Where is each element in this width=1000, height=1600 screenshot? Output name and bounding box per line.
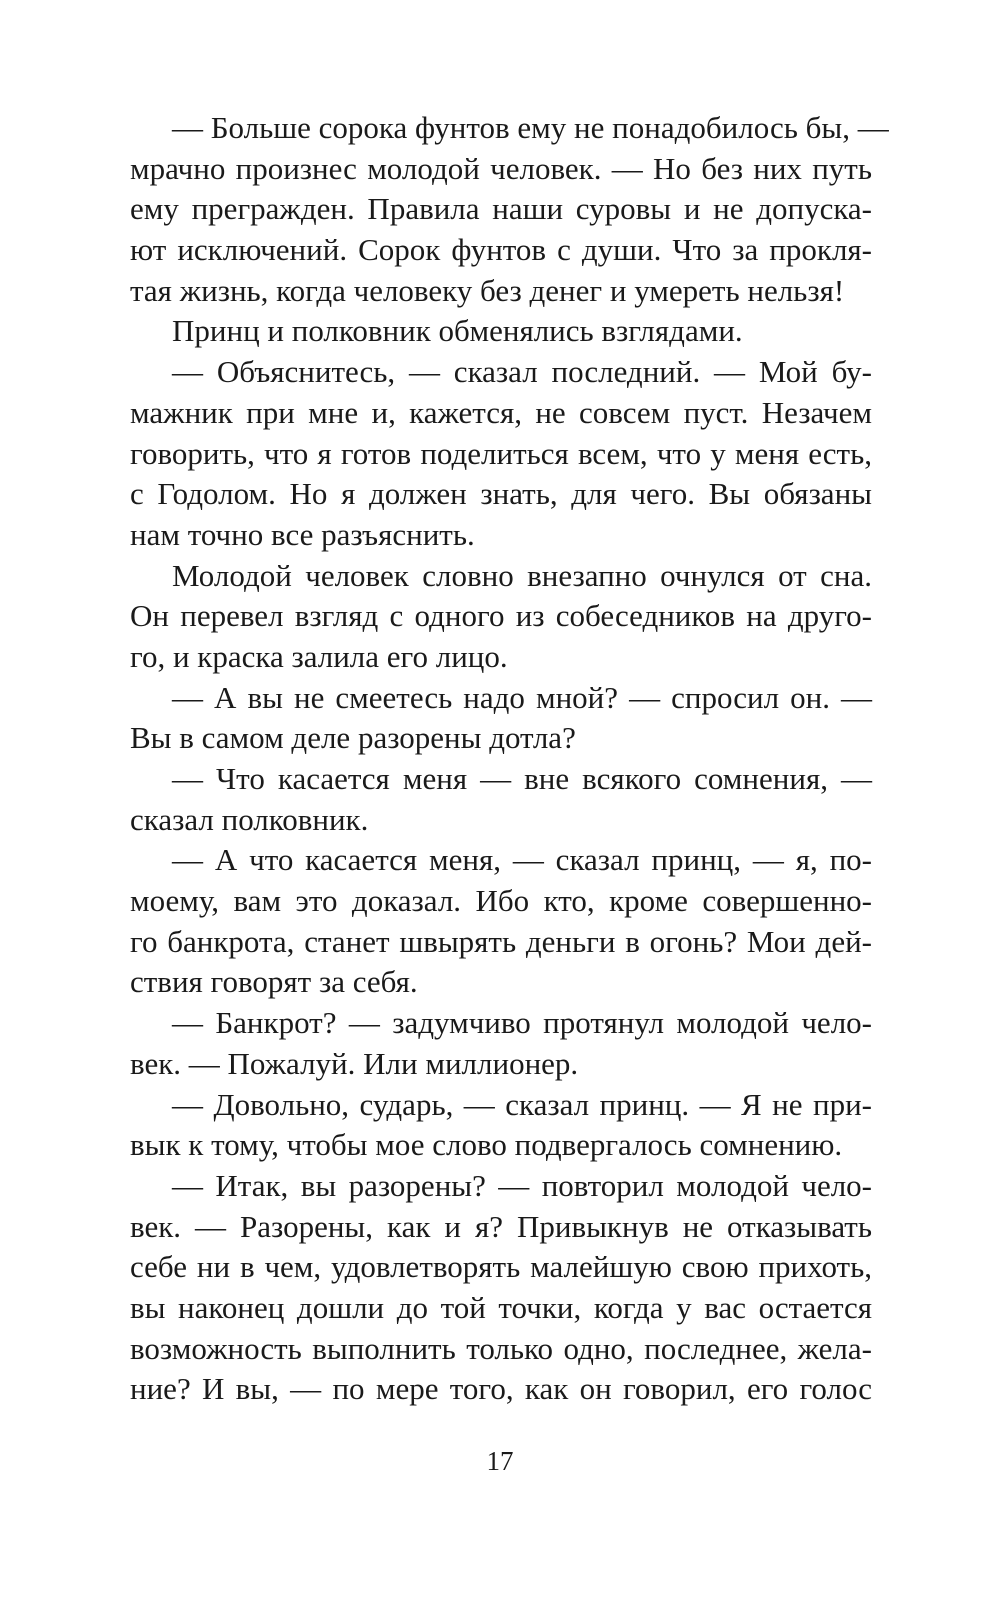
text-line: — А что касается меня, — сказал принц, — я, по- [172, 842, 872, 878]
text-line: с Годолом. Но я должен знать, для чего. Вы обязаны [130, 476, 872, 512]
text-line: — Объяснитесь, — сказал последний. — Мой бу- [172, 354, 872, 390]
page-number: 17 [486, 1446, 514, 1476]
text-line: возможность выполнить только одно, последнее, жела- [130, 1330, 872, 1366]
text-line: моему, вам это доказал. Ибо кто, кроме совершенно- [130, 883, 872, 919]
text-line: ют исключений. Сорок фунтов с души. Что за прокля- [130, 232, 872, 268]
text-line: нам точно все разъяснить. [130, 516, 475, 552]
text-line: — Итак, вы разорены? — повторил молодой чело- [172, 1167, 872, 1203]
text-line: говорить, что я готов поделиться всем, что у меня есть, [130, 435, 872, 471]
text-line: мажник при мне и, кажется, не совсем пуст. Незачем [130, 394, 872, 430]
text-line: — Банкрот? — задумчиво протянул молодой чело- [172, 1005, 872, 1041]
text-line: Молодой человек словно внезапно очнулся от сна. [172, 557, 872, 593]
text-line: сказал полковник. [130, 801, 369, 837]
text-line: го, и краска залила его лицо. [130, 638, 508, 674]
text-line: мрачно произнес молодой человек. — Но без них путь [130, 150, 872, 186]
text-line: Вы в самом деле разорены дотла? [130, 720, 576, 756]
text-line: ему прегражден. Правила наши суровы и не допуска- [130, 191, 872, 227]
text-line: тая жизнь, когда человеку без денег и умереть нельзя! [130, 272, 845, 308]
text-line: — Довольно, сударь, — сказал принц. — Я не при- [172, 1086, 872, 1122]
text-line: век. — Разорены, как и я? Привыкнув не отказывать [130, 1208, 872, 1244]
text-line: — Что касается меня — вне всякого сомнения, — [172, 761, 872, 796]
text-line: Он перевел взгляд с одного из собеседников на друго- [130, 598, 872, 634]
text-line: век. — Пожалуй. Или миллионер. [130, 1045, 579, 1081]
text-line: Принц и полковник обменялись взглядами. [172, 313, 743, 349]
text-line: — Больше сорока фунтов ему не понадобилось бы, — [172, 110, 889, 145]
text-line: вы наконец дошли до той точки, когда у вас остается [130, 1289, 872, 1325]
text-line: себе ни в чем, удовлетворять малейшую свою прихоть, [130, 1249, 872, 1285]
text-line: ние? И вы, — по мере того, как он говорил, его голос [130, 1371, 872, 1407]
text-line: — А вы не смеетесь надо мной? — спросил он. — [172, 679, 872, 715]
body-text [130, 108, 889, 1410]
text-line: ствия говорят за себя. [130, 964, 418, 1000]
text-line: го банкрота, станет швырять деньги в огонь? Мои дей- [130, 923, 872, 959]
text-line: вык к тому, чтобы мое слово подвергалось сомнению. [130, 1127, 843, 1163]
